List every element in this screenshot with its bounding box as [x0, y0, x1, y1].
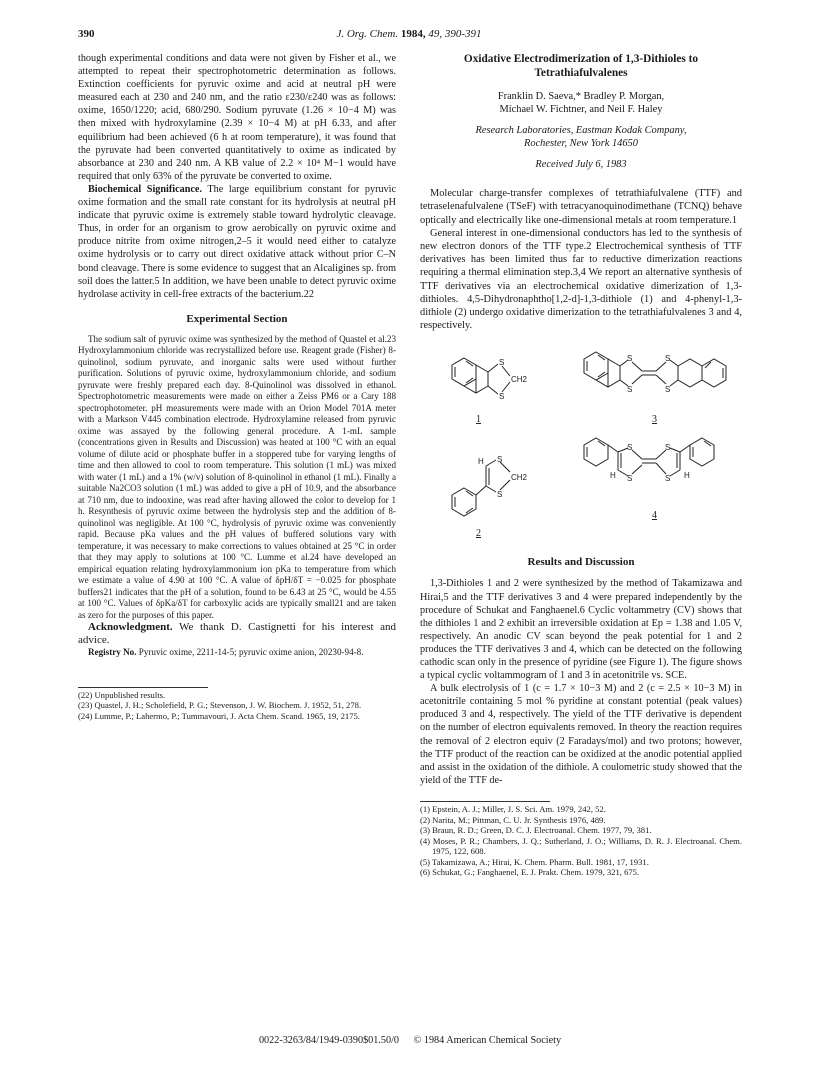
journal-year: 1984,: [400, 28, 426, 40]
experimental-section: [78, 334, 396, 622]
atom-label-h: H: [684, 471, 690, 481]
atom-label-s: S: [627, 354, 633, 364]
journal-name: J. Org. Chem.: [336, 28, 399, 40]
paragraph-results-2: A bulk electrolysis of 1 (c = 1.7 × 10−3 M) and 2 (c = 2.5 × 10−3 M) in acetonitrile containing 5 mol % pyridine at constant potential (peak values) produced 3 and 4, respectively. The yield of the TTF derivative is dependent on the number of electron equivalents removed. In theory the reaction requires the removal of 2 electron equiv (2 Faradays/mol) and two protons; however, the TTF product of the reaction can be oxidized at the anodic potential applied and assist in the oxidation of the dithiole. A coulometric study showed that the yield of the TTF de-: [420, 683, 742, 786]
registry-numbers: [78, 647, 396, 659]
atom-label-s: S: [665, 474, 671, 484]
atom-label-s: S: [497, 455, 503, 465]
footnote: (1) Epstein, A. J.; Miller, J. S. Sci. Am. 1979, 242, 52.: [420, 803, 606, 814]
right-column: [420, 52, 742, 878]
footnote: (22) Unpublished results.: [78, 689, 166, 700]
atom-label-s: S: [665, 443, 671, 453]
atom-label-s: S: [497, 490, 503, 500]
footnote-list: [420, 804, 742, 878]
atom-label-s: S: [627, 443, 633, 453]
article-code: 0022-3263/84/1949-0390$01.50/0: [258, 1035, 400, 1046]
author-line: Michael W. Fichtner, and Neil F. Haley: [499, 104, 663, 115]
footnote: (3) Braun, R. D.; Green, D. C. J. Electroanal. Chem. 1977, 79, 381.: [420, 825, 652, 836]
page-footer: [0, 1035, 820, 1046]
footnotes-right: [420, 801, 742, 878]
footnote: (2) Narita, M.; Pittman, C. U. Jr. Synthesis 1976, 489.: [420, 814, 606, 825]
compound-number-3: 3: [652, 414, 657, 426]
footnote-rule: [420, 801, 550, 802]
authors: [420, 90, 742, 116]
atom-label-ch2: CH2: [511, 375, 528, 385]
copyright: © 1984 American Chemical Society: [413, 1035, 562, 1046]
run-in-heading: Registry No.: [88, 647, 137, 658]
acknowledgment: [78, 621, 396, 647]
introduction: [420, 187, 742, 332]
run-in-heading: Biochemical Significance.: [88, 183, 202, 195]
received-date: Received July 6, 1983: [535, 159, 627, 170]
footnotes-left: [78, 687, 396, 722]
paragraph-intro-1: Molecular charge-transfer complexes of tetrathiafulvalene (TTF) and tetraselenafulvalene (TSeF) with tetracyanoquinodimethane (TCNQ) behave optically and electrically like one-dimensional metals at room temperature.1: [420, 188, 742, 226]
atom-label-h: H: [610, 471, 616, 481]
page-number: 390: [78, 28, 95, 40]
affiliation-line: Rochester, New York 14650: [524, 138, 638, 149]
run-in-heading: Acknowledgment.: [88, 621, 173, 634]
left-column: [78, 52, 396, 722]
atom-label-s: S: [499, 358, 505, 368]
affiliation-line: Research Laboratories, Eastman Kodak Company,: [475, 125, 687, 136]
atom-label-h: H: [478, 457, 484, 467]
footnote: (5) Takamizawa, A.; Hirai, K. Chem. Pharm. Bull. 1981, 17, 1931.: [420, 856, 649, 867]
paragraph-continued: though experimental conditions and data were not given by Fisher et al., we attempted to repeat their spectrophotometric determination as follows. Extinction coefficients for pyruvic oxime and acid at neutral pH were measured each at 230 and 240 nm, and the ratio ε230/ε240 was as follows: oxime, 1650/1220; acid, 680/290. Sodium pyruvate (1.26 × 10−4 M) was then mixed with hydroxylamine (2.39 × 10−4 M) at pH 6.33, and after equilibrium had been achieved (6 h at room temperature), it was found that the pyruvate had been converted quantitatively to oxime as indicated by absorbance at 230 and 240 nm. A KB value of 2.2 × 10⁴ M−1 would have required that only 63% of the pyruvate be converted to oxime.: [78, 53, 396, 182]
journal-volume: 49,: [428, 28, 443, 40]
atom-label-s: S: [627, 385, 633, 395]
compound-number-1: 1: [476, 414, 481, 426]
footnote-rule: [78, 687, 208, 688]
acknowledgment-text: We thank D. Castignetti for his interest and advice.: [78, 621, 396, 647]
atom-label-s: S: [627, 474, 633, 484]
paragraph-experimental: The sodium salt of pyruvic oxime was synthesized by the method of Quastel et al.23 Hydroxylammonium chloride was recrystallized before use. Reagent grade (Fisher) 8-quinolinol, sodium pyruvate, and inorganic salts were used without further purification. Solutions of pyruvic oxime, hydroxylammonium chloride, and sodium pyruvate were freshly prepared each day. 8-Quinolinol was dissolved in ethanol. Spectrophotometric measurements were made on either a Zeiss PM6 or a Cary 188 spectrophotometer. pH measurements were made with an Orion Model 701A meter with a Markson V445 combination electrode. Hydroxylamine released from pyruvic oxime was assayed by the following general procedure. A 1-mL sample (concentrations given in Results and Discussion) was heated at 100 °C with an equal volume of dilute acid or phosphate buffer in a stoppered tube for varying lengths of time and then allowed to cool to room temperature. This solution (1 mL) was mixed with water (1 mL) and a 1% (w/v) solution of 8-quinolinol in ethanol (1 mL). Finally a suitable Na2CO3 solution (1 mL) was added to give a pH of 10.9, and the absorbance at 710 nm, due to indooxine, was read after having allowed the color to develop for 1 h. Resynthesis of pyruvic oxime between the hydrolysis step and the addition of 8-quinolinol was negligible. At 100 °C, hydrolysis of pyruvic oxime was conveniently rapid. Because pKa values and the pH values of buffered solutions vary with temperature, it was necessary to make corrections to values obtained at 25 °C in order that they may apply to solutions at 100 °C. Lumme et al.24 have developed an empirical equation relating hydroxylammonium ion pKa to temperature from which we estimate a value of 4.90 at 100 °C. A value of δpH/δT = −0.025 for phosphate buffers21 indicates that the pH of a solution, found to be 6.43 at 25 °C, would be 4.55 at 100 °C. Values of δpKa/δT for carboxylic acids are typically small21 and are taken as zero for the purposes of this paper.: [78, 333, 396, 620]
footnote: (6) Schukat, G.; Fanghaenel, E. J. Prakt. Chem. 1979, 321, 675.: [420, 867, 640, 878]
compound-number-4: 4: [652, 510, 657, 522]
structure-drawing: [420, 340, 742, 592]
atom-label-s: S: [665, 385, 671, 395]
section-heading-experimental: Experimental Section: [186, 312, 288, 325]
journal-citation: [78, 28, 740, 40]
footnote: (23) Quastel, J. H.; Scholefield, P. G.; Stevenson, J. W. Biochem. J. 1952, 51, 278.: [78, 700, 362, 711]
footnote-list: [78, 690, 396, 722]
atom-label-s: S: [499, 392, 505, 402]
atom-label-s: S: [665, 354, 671, 364]
paragraph-results-1: 1,3-Dithioles 1 and 2 were synthesized by the method of Takamizawa and Hirai,5 and the TTF derivatives 3 and 4 were prepared independently by the procedure of Schukat and Fanghaenel.6 Cyclic voltammetry (CV) shows that the dithioles 1 and 2 exhibit an irreversible oxidation at Ep = 1.38 and 1.05 V, respectively. An anodic CV scan beyond the peak potential for 1 and 2 produces the TTF derivatives 3 and 4, which can be detected on the following cathodic scan only in the presence of pyridine (see Figure 1). The figure shows a typical cyclic voltammogram of 1 and 3 in acetonitrile vs. SCE.: [420, 578, 742, 682]
results-section: [420, 577, 742, 787]
article-title: Oxidative Electrodimerization of 1,3-Dithioles to Tetrathiafulvalenes: [463, 53, 699, 79]
running-header: [78, 28, 740, 44]
paragraph-text: The large equilibrium constant for pyruvic oxime formation and the small rate constant for its hydrolysis at neutral pH indicate that pyruvic oxime is extremely stable toward hydrolytic cleavage. Thus, in order for an organism to grow aerobically on pyruvic oxime and produce nitrite from oxime nitrogen,2–5 it would need either to catalyze oxime hydrolysis or to carry out direct oxidative attack without prior C–N bond cleavage. There is some evidence to suggest that an Alcaligines sp. from soil does the latter.5 In addition, we have been unable to detect pyruvic oxime hydrolase activity in cell-free extracts of the bacterium.22: [78, 183, 396, 300]
author-line: Franklin D. Saeva,* Bradley P. Morgan,: [497, 91, 665, 102]
paragraph-intro-2: General interest in one-dimensional conductors has led to the synthesis of new electron donors of the TTF type.2 Electrochemical synthesis of TTF derivatives has been limited thus far to reductive dimerization reactions requiring a thermal elimination step.3,4 We report an alternative synthesis of TTF derivatives via an electrochemical oxidative dimerization of 1,3-dithioles. 4,5-Dihydronaphtho[1,2-d]-1,3-dithiole (1) and 4-phenyl-1,3-dithiole (2) undergo oxidative dimerization to the tetrathiafulvalenes 3 and 4, respectively.: [420, 227, 742, 332]
registry-text: Pyruvic oxime, 2211-14-5; pyruvic oxime anion, 20230-94-8.: [136, 647, 364, 658]
compound-number-2: 2: [476, 528, 481, 540]
footnote: (24) Lumme, P.; Lahermo, P.; Tummavouri, J. Acta Chem. Scand. 1965, 19, 2175.: [78, 711, 360, 722]
atom-label-ch2: CH2: [511, 473, 528, 483]
section-heading-results: Results and Discussion: [527, 556, 635, 569]
journal-pages: 390-391: [444, 28, 482, 40]
affiliation: [420, 124, 742, 150]
chemical-structures: [420, 340, 742, 592]
paragraph-biochemical-significance: [78, 183, 396, 301]
footnote: (4) Moses, P. R.; Chambers, J. Q.; Sutherland, J. O.; Williams, D. R. J. Electroanal. Chem. 1975, 122, 608.: [420, 835, 742, 857]
